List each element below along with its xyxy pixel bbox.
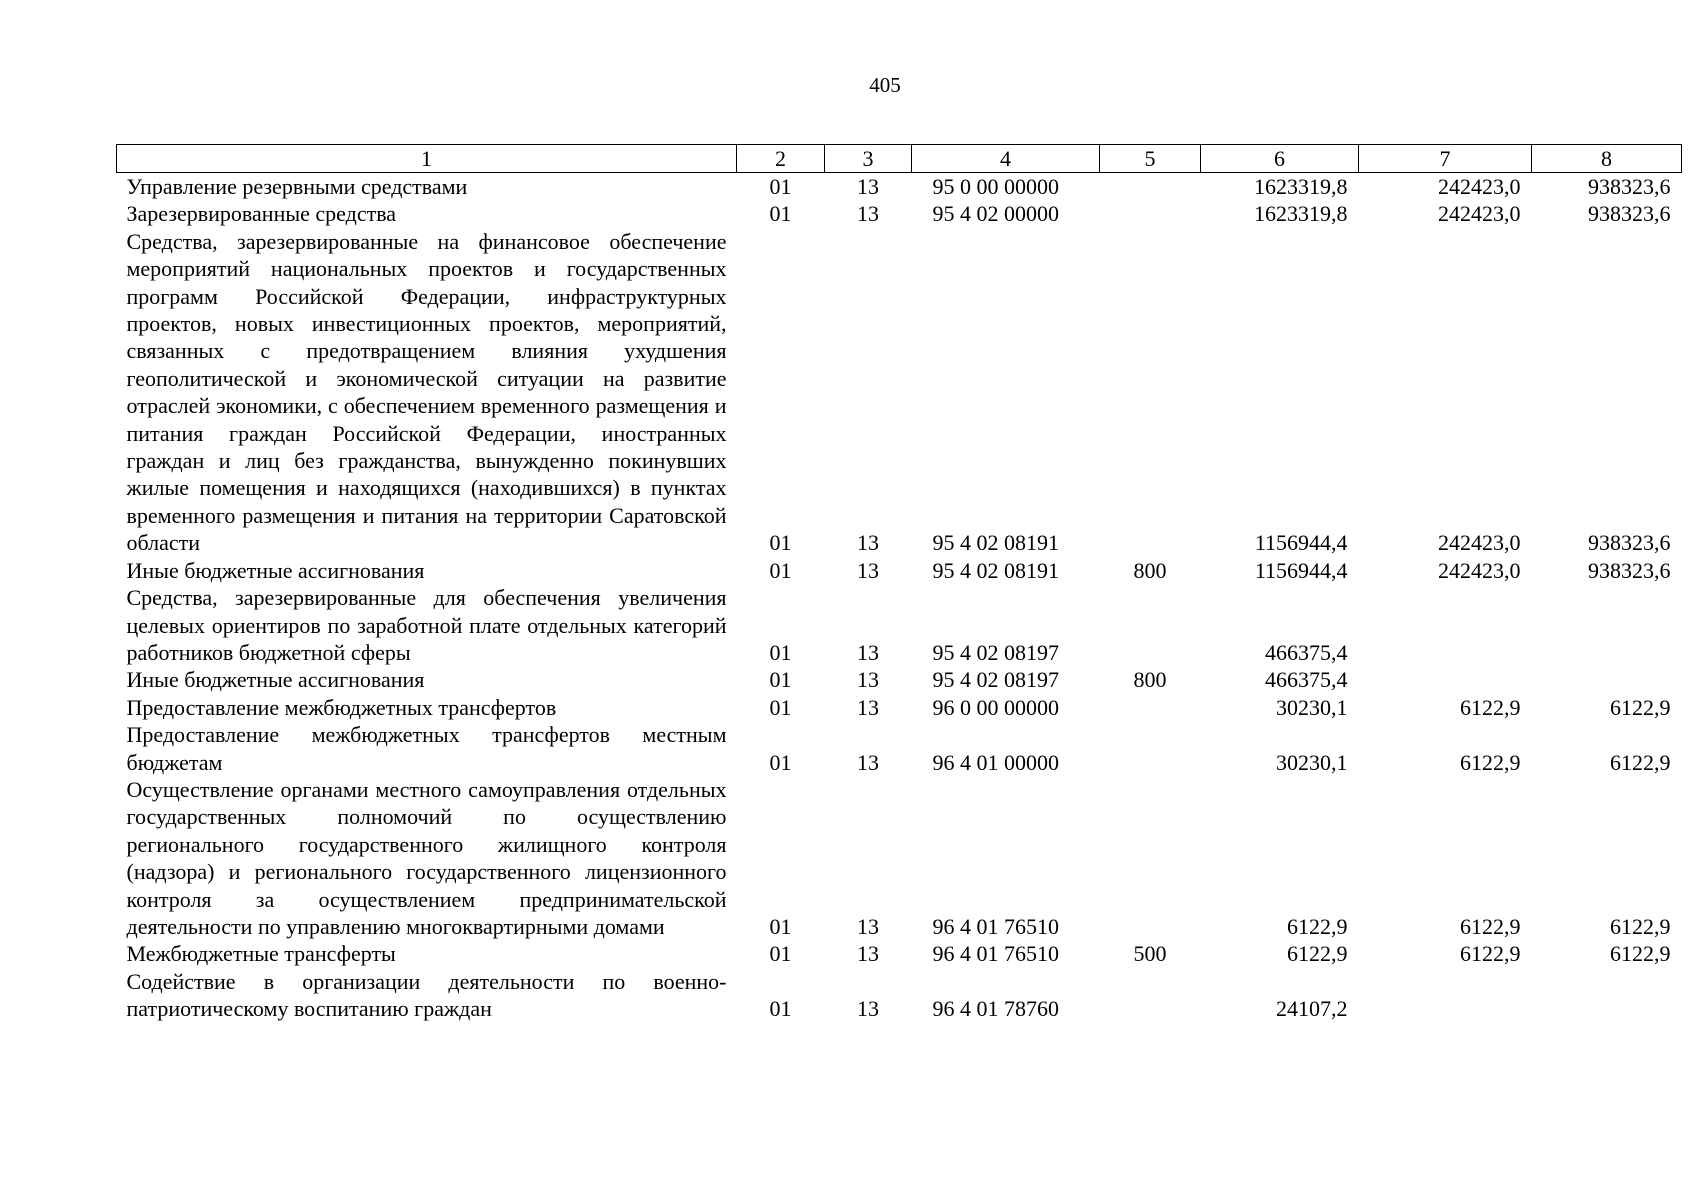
table-row xyxy=(117,557,1682,584)
amount-col-7: 6122,9 xyxy=(1460,941,1521,967)
section-code: 01 xyxy=(769,694,792,720)
expense-type-code xyxy=(1100,968,1201,1023)
amount-col-7 xyxy=(1359,666,1532,693)
section-code: 01 xyxy=(769,996,792,1022)
amount-col-7: 6122,9 xyxy=(1460,749,1521,775)
amount-col-8 xyxy=(1532,666,1682,693)
amount-col-8: 6122,9 xyxy=(1610,749,1671,775)
section-code: 01 xyxy=(769,639,792,665)
amount-col-6: 1623319,8 xyxy=(1254,174,1348,199)
target-article-code: 96 4 01 76510 xyxy=(932,913,1059,939)
subsection-code: 13 xyxy=(857,639,879,665)
amount-col-7: 6122,9 xyxy=(1460,913,1521,939)
subsection-code: 13 xyxy=(857,201,879,227)
row-description: Зарезервированные средства xyxy=(126,201,397,227)
row-description: Осуществление органами местного самоуправления отдельных государственных полномочий по осуществлению регионального государственного жилищного контроля (надзора) и регионального государственного лицензионного контроля за осуществлением предпринимательской деятельности по управлению многоквартирными домами xyxy=(126,776,727,939)
target-article-code: 95 4 02 08191 xyxy=(932,557,1059,583)
expense-type-code xyxy=(1100,173,1201,201)
target-article-code: 95 4 02 08197 xyxy=(932,667,1059,693)
subsection-code: 13 xyxy=(857,913,879,939)
target-article-code: 96 4 01 00000 xyxy=(932,749,1059,775)
section-code: 01 xyxy=(769,557,792,583)
table-row xyxy=(117,173,1682,201)
target-article-code: 95 4 02 08197 xyxy=(932,639,1059,665)
amount-col-6: 30230,1 xyxy=(1276,749,1348,775)
amount-col-6: 6122,9 xyxy=(1287,913,1348,939)
target-article-code: 95 4 02 08191 xyxy=(932,530,1059,556)
section-code: 01 xyxy=(769,201,792,227)
section-code: 01 xyxy=(769,174,792,199)
table-row xyxy=(117,940,1682,967)
expense-type-code xyxy=(1100,584,1201,666)
amount-col-6: 1156944,4 xyxy=(1254,557,1348,583)
table-row xyxy=(117,200,1682,227)
amount-col-6: 466375,4 xyxy=(1265,667,1348,693)
target-article-code: 95 0 00 00000 xyxy=(932,174,1059,199)
subsection-code: 13 xyxy=(857,749,879,775)
page-number: 405 xyxy=(869,73,901,97)
section-code: 01 xyxy=(769,913,792,939)
target-article-code: 96 0 00 00000 xyxy=(932,694,1059,720)
amount-col-8: 938323,6 xyxy=(1588,557,1671,583)
amount-col-8: 938323,6 xyxy=(1588,174,1671,199)
expense-type-code xyxy=(1100,694,1201,721)
table-row xyxy=(117,666,1682,693)
budget-table xyxy=(116,144,1682,1023)
amount-col-7 xyxy=(1359,584,1532,666)
expense-type-code: 800 xyxy=(1133,557,1167,583)
expense-type-code: 500 xyxy=(1133,941,1167,967)
row-description: Содействие в организации деятельности по военно-патриотическому воспитанию граждан xyxy=(126,968,727,1022)
amount-col-7: 242423,0 xyxy=(1438,174,1521,199)
row-description: Управление резервными средствами xyxy=(126,174,468,199)
row-description: Межбюджетные трансферты xyxy=(126,941,396,967)
table-row xyxy=(117,694,1682,721)
section-code: 01 xyxy=(769,530,792,556)
amount-col-8: 938323,6 xyxy=(1588,201,1671,227)
amount-col-8 xyxy=(1532,584,1682,666)
amount-col-8 xyxy=(1532,968,1682,1023)
col-header-5: 5 xyxy=(1100,145,1201,173)
expense-type-code xyxy=(1100,721,1201,776)
amount-col-6: 1156944,4 xyxy=(1254,530,1348,556)
table-row xyxy=(117,721,1682,776)
subsection-code: 13 xyxy=(857,667,879,693)
amount-col-8: 6122,9 xyxy=(1610,913,1671,939)
section-code: 01 xyxy=(769,749,792,775)
amount-col-6: 6122,9 xyxy=(1287,941,1348,967)
amount-col-7: 242423,0 xyxy=(1438,557,1521,583)
table-row xyxy=(117,968,1682,1023)
col-header-6: 6 xyxy=(1201,145,1359,173)
amount-col-7: 242423,0 xyxy=(1438,530,1521,556)
row-description: Предоставление межбюджетных трансфертов местным бюджетам xyxy=(126,722,727,775)
table-body xyxy=(117,173,1682,1023)
col-header-1: 1 xyxy=(117,145,737,173)
amount-col-8: 938323,6 xyxy=(1588,530,1671,556)
table-row xyxy=(117,776,1682,940)
amount-col-6: 30230,1 xyxy=(1276,694,1348,720)
section-code: 01 xyxy=(769,941,792,967)
subsection-code: 13 xyxy=(857,557,879,583)
amount-col-8: 6122,9 xyxy=(1610,694,1671,720)
subsection-code: 13 xyxy=(857,174,879,199)
expense-type-code: 800 xyxy=(1133,667,1167,693)
row-description: Средства, зарезервированные для обеспечения увеличения целевых ориентиров по заработной плате отдельных категорий работников бюджетной сферы xyxy=(126,585,727,665)
amount-col-6: 466375,4 xyxy=(1265,639,1348,665)
table-row xyxy=(117,584,1682,666)
col-header-2: 2 xyxy=(737,145,825,173)
section-code: 01 xyxy=(769,667,792,693)
subsection-code: 13 xyxy=(857,694,879,720)
subsection-code: 13 xyxy=(857,941,879,967)
target-article-code: 96 4 01 78760 xyxy=(932,996,1059,1022)
target-article-code: 96 4 01 76510 xyxy=(932,941,1059,967)
subsection-code: 13 xyxy=(857,996,879,1022)
row-description: Иные бюджетные ассигнования xyxy=(126,557,425,583)
col-header-7: 7 xyxy=(1359,145,1532,173)
expense-type-code xyxy=(1100,776,1201,940)
row-description: Средства, зарезервированные на финансовое обеспечение мероприятий национальных проектов и государственных программ Российской Федерации, инфраструктурных проектов, новых инвестиционных проектов, мероприятий, связанных с предотвращением влияния ухудшения геополитической и экономической ситуации на развитие отраслей экономики, с обеспечением временного размещения и питания граждан Российской Федерации, иностранных граждан и лиц без гражданства, вынужденно покинувших жилые помещения и находящихся (находившихся) в пунктах временного размещения и питания на территории Саратовской области xyxy=(126,228,727,556)
col-header-8: 8 xyxy=(1532,145,1682,173)
row-description: Иные бюджетные ассигнования xyxy=(126,667,425,693)
expense-type-code xyxy=(1100,200,1201,227)
target-article-code: 95 4 02 00000 xyxy=(932,201,1059,227)
amount-col-8: 6122,9 xyxy=(1610,941,1671,967)
row-description: Предоставление межбюджетных трансфертов xyxy=(126,694,557,720)
col-header-3: 3 xyxy=(825,145,912,173)
amount-col-7 xyxy=(1359,968,1532,1023)
header-row xyxy=(117,145,1682,173)
amount-col-7: 242423,0 xyxy=(1438,201,1521,227)
amount-col-6: 1623319,8 xyxy=(1254,201,1348,227)
table-row xyxy=(117,228,1682,557)
expense-type-code xyxy=(1100,228,1201,557)
amount-col-7: 6122,9 xyxy=(1460,694,1521,720)
amount-col-6: 24107,2 xyxy=(1276,996,1348,1022)
col-header-4: 4 xyxy=(912,145,1100,173)
subsection-code: 13 xyxy=(857,530,879,556)
